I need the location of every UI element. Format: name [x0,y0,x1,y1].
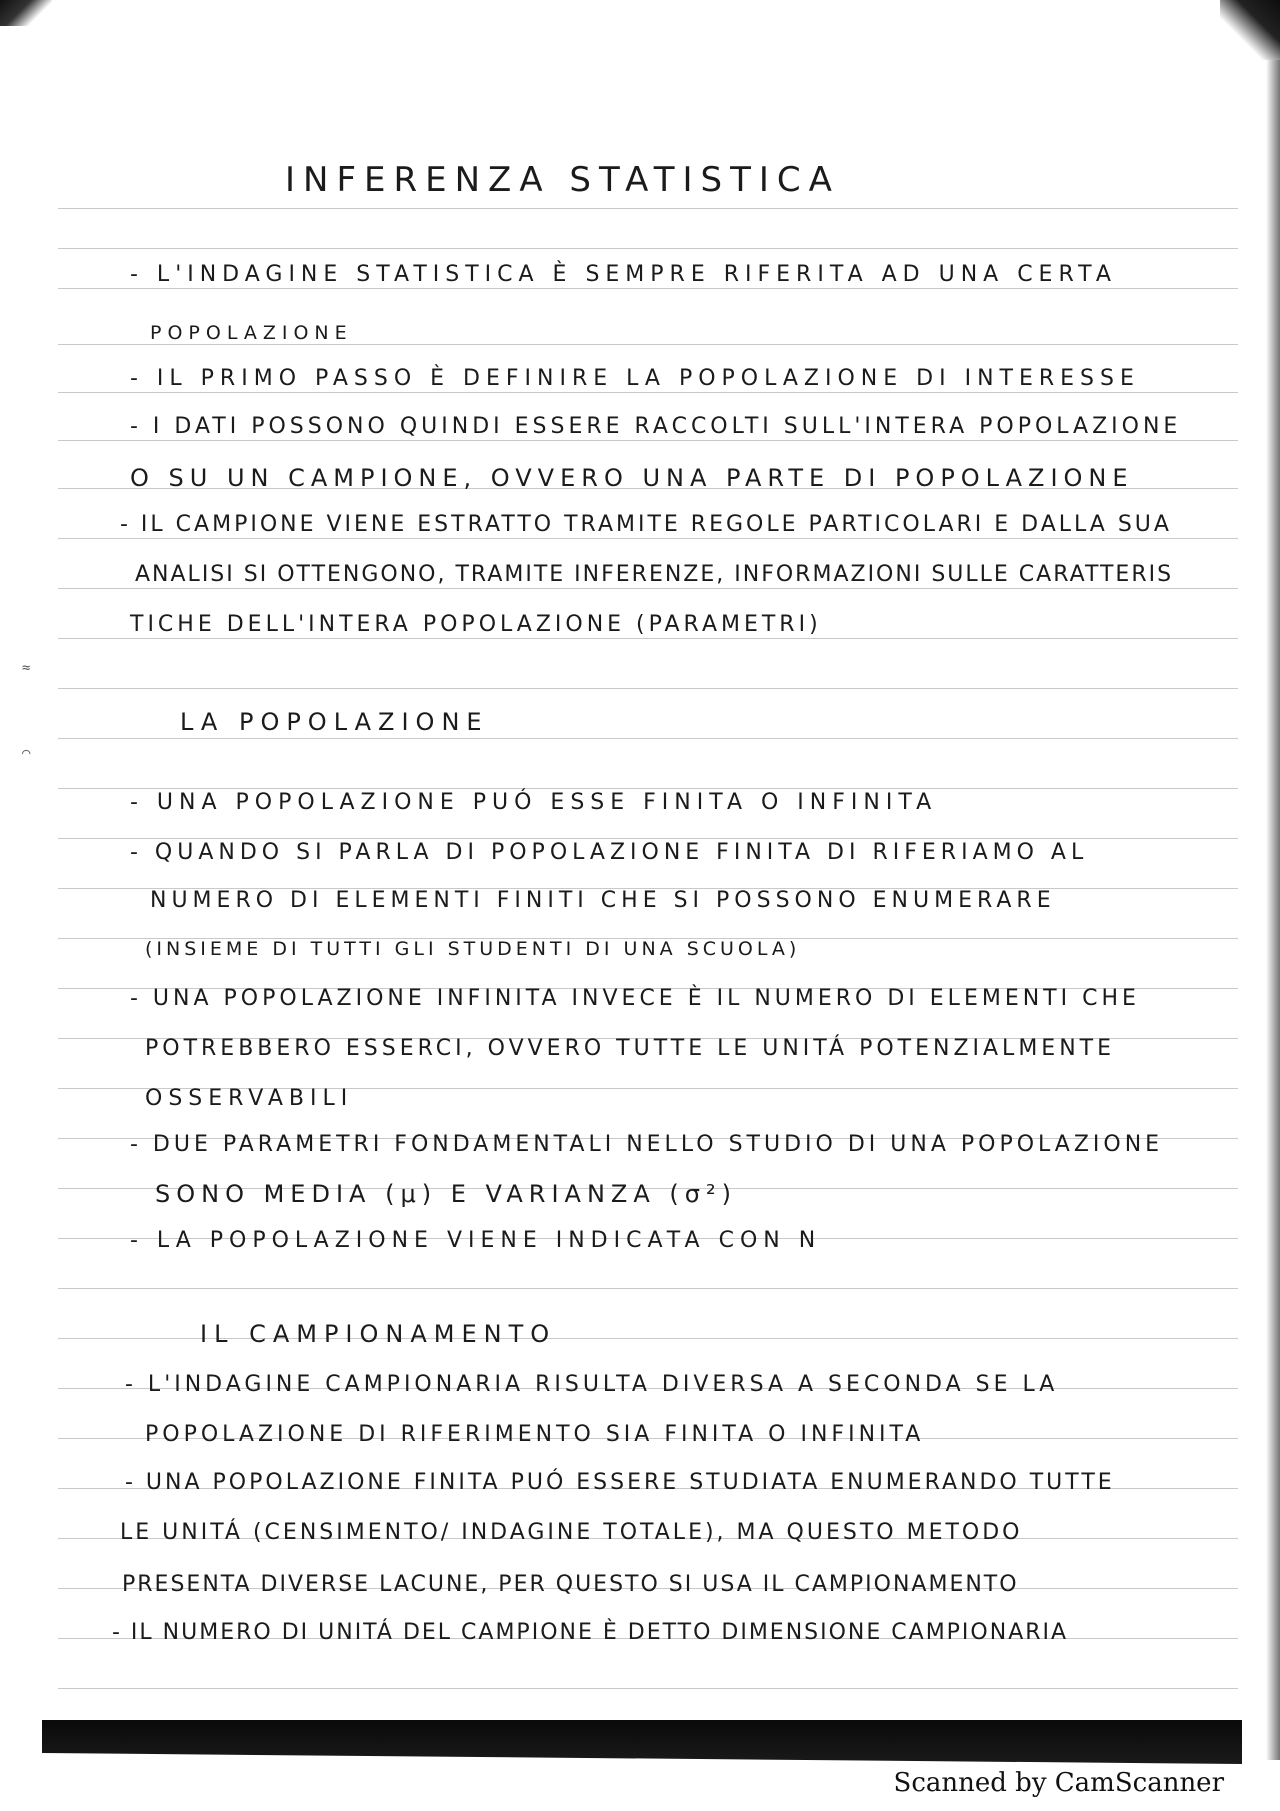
margin-scribble: ⌒ [22,745,31,761]
text-line: ANALISI SI OTTENGONO, TRAMITE INFERENZE, INFORMAZIONI SULLE CARATTERIS [135,562,1174,587]
ruled-line [58,248,1238,249]
page-title: INFERENZA STATISTICA [285,160,840,200]
text-line: - DUE PARAMETRI FONDAMENTALI NELLO STUDIO DI UNA POPOLAZIONE [130,1132,1164,1157]
text-line: - QUANDO SI PARLA DI POPOLAZIONE FINITA DI RIFERIAMO AL [130,840,1089,865]
text-line: TICHE DELL'INTERA POPOLAZIONE (PARAMETRI) [130,612,822,637]
scan-bottom-edge [42,1720,1242,1764]
ruled-line [58,344,1238,345]
text-line: (INSIEME DI TUTTI GLI STUDENTI DI UNA SCUOLA) [145,938,801,960]
text-line: - I DATI POSSONO QUINDI ESSERE RACCOLTI SULL'INTERA POPOLAZIONE [130,414,1182,439]
text-line: POPOLAZIONE [150,322,353,344]
text-line: O SU UN CAMPIONE, OVVERO UNA PARTE DI POPOLAZIONE [130,464,1134,492]
ruled-line [58,538,1238,539]
text-line: - L'INDAGINE CAMPIONARIA RISULTA DIVERSA A SECONDA SE LA [125,1372,1059,1397]
text-line: - L'INDAGINE STATISTICA È SEMPRE RIFERITA AD UNA CERTA [130,262,1117,287]
text-line: - UNA POPOLAZIONE FINITA PUÓ ESSERE STUDIATA ENUMERANDO TUTTE [125,1470,1115,1495]
text-line: - IL PRIMO PASSO È DEFINIRE LA POPOLAZIONE DI INTERESSE [130,366,1140,391]
text-line: NUMERO DI ELEMENTI FINITI CHE SI POSSONO ENUMERARE [150,888,1056,913]
text-line: - IL NUMERO DI UNITÁ DEL CAMPIONE È DETTO DIMENSIONE CAMPIONARIA [112,1620,1069,1645]
ruled-line [58,738,1238,739]
ruled-line [58,1688,1238,1689]
text-line: - IL CAMPIONE VIENE ESTRATTO TRAMITE REGOLE PARTICOLARI E DALLA SUA [120,512,1172,537]
text-line: LE UNITÁ (CENSIMENTO/ INDAGINE TOTALE), MA QUESTO METODO [120,1520,1023,1545]
text-line: - LA POPOLAZIONE VIENE INDICATA CON N [130,1228,822,1253]
section-heading-popolazione: LA POPOLAZIONE [180,708,489,736]
text-line: POTREBBERO ESSERCI, OVVERO TUTTE LE UNITÁ POTENZIALMENTE [145,1036,1115,1061]
margin-scribble: ≈ [22,660,31,676]
text-line: PRESENTA DIVERSE LACUNE, PER QUESTO SI USA IL CAMPIONAMENTO [122,1572,1019,1597]
scan-corner-shadow [0,0,52,26]
text-line: SONO MEDIA (μ) E VARIANZA (σ²) [155,1180,737,1208]
ruled-line [58,392,1238,393]
ruled-line [58,288,1238,289]
scanner-watermark: Scanned by CamScanner [893,1768,1224,1798]
ruled-line [58,440,1238,441]
ruled-line [58,688,1238,689]
text-line: - UNA POPOLAZIONE PUÓ ESSE FINITA O INFINITA [130,790,938,815]
ruled-line [58,208,1238,209]
section-heading-campionamento: IL CAMPIONAMENTO [200,1320,557,1348]
scan-corner-shadow [1220,0,1280,60]
ruled-line [58,838,1238,839]
ruled-line [58,638,1238,639]
text-line: - UNA POPOLAZIONE INFINITA INVECE È IL NUMERO DI ELEMENTI CHE [130,986,1140,1011]
text-line: POPOLAZIONE DI RIFERIMENTO SIA FINITA O INFINITA [145,1422,925,1447]
ruled-line [58,1288,1238,1289]
scan-edge-shadow [1266,60,1280,1760]
text-line: OSSERVABILI [145,1086,354,1111]
ruled-line [58,588,1238,589]
ruled-line [58,788,1238,789]
